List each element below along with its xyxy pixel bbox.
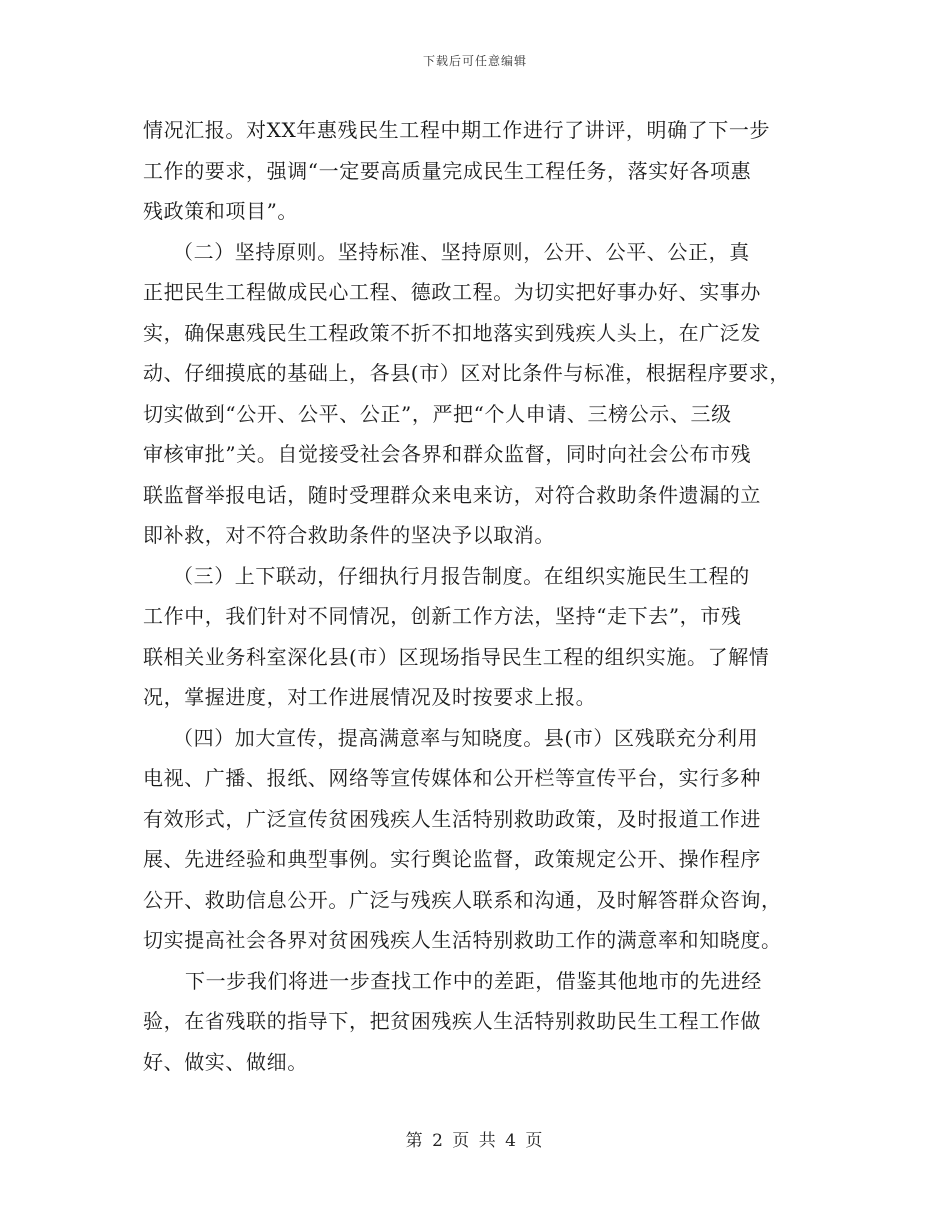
text-line: 即补救，对不符合救助条件的坚决予以取消。: [143, 523, 555, 547]
page-footer: 第 2 页 共 4 页: [405, 1131, 545, 1151]
text-line: 情况汇报。对XX年惠残民生工程中期工作进行了讲评，明确了下一步: [143, 118, 771, 142]
text-line: 好、做实、做细。: [143, 1049, 308, 1074]
page-header: 下载后可任意编辑: [422, 54, 527, 68]
text-line: 实，确保惠残民生工程政策不折不扣地落实到残疾人头上，在广泛发: [143, 320, 761, 345]
text-line: 联监督举报电话，随时受理群众来电来访，对符合救助条件遗漏的立: [143, 482, 761, 507]
text-line: 审核审批”关。自觉接受社会各界和群众监督，同时向社会公布市残: [143, 442, 752, 466]
text-line: 验，在省残联的指导下，把贫困残疾人生活特别救助民生工程工作做: [143, 1009, 761, 1033]
text-line: 工作中，我们针对不同情况，创新工作方法，坚持“走下去”，市残: [143, 604, 742, 628]
text-line: 展、先进经验和典型事例。实行舆论监督，政策规定公开、操作程序: [143, 847, 761, 871]
paragraph-start-line: （四）加大宣传，提高满意率与知晓度。县(市）区残联充分利用: [173, 725, 759, 750]
paragraph-start-line: 下一步我们将进一步查找工作中的差距，借鉴其他地市的先进经: [185, 968, 762, 993]
text-line: 公开、救助信息公开。广泛与残疾人联系和沟通，及时解答群众咨询，: [143, 887, 782, 912]
text-line: 有效形式，广泛宣传贫困残疾人生活特别救助政策，及时报道工作进: [143, 806, 761, 831]
text-line: 电视、广播、报纸、网络等宣传媒体和公开栏等宣传平台，实行多种: [143, 766, 761, 790]
text-line: 切实做到“公开、公平、公正”，严把“个人申请、三榜公示、三级: [143, 401, 732, 426]
paragraph-start-line: （二）坚持原则。坚持标准、坚持原则，公开、公平、公正，真: [173, 239, 750, 264]
paragraph-start-line: （三）上下联动，仔细执行月报告制度。在组织实施民生工程的: [173, 563, 750, 588]
text-line: 正把民生工程做成民心工程、德政工程。为切实把好事办好、实事办: [143, 280, 761, 304]
text-line: 况，掌握进度，对工作进展情况及时按要求上报。: [143, 685, 597, 709]
document-body: [143, 110, 813, 1082]
text-line: 动、仔细摸底的基础上，各县(市）区对比条件与标准，根据程序要求，: [143, 361, 791, 385]
text-line: 联相关业务科室深化县(市）区现场指导民生工程的组织实施。了解情: [143, 644, 770, 669]
text-line: 切实提高社会各界对贫困残疾人生活特别救助工作的满意率和知晓度。: [143, 928, 782, 952]
text-line: 残政策和项目”。: [143, 199, 299, 223]
text-line: 工作的要求，强调“一定要高质量完成民生工程任务，落实好各项惠: [143, 158, 752, 183]
